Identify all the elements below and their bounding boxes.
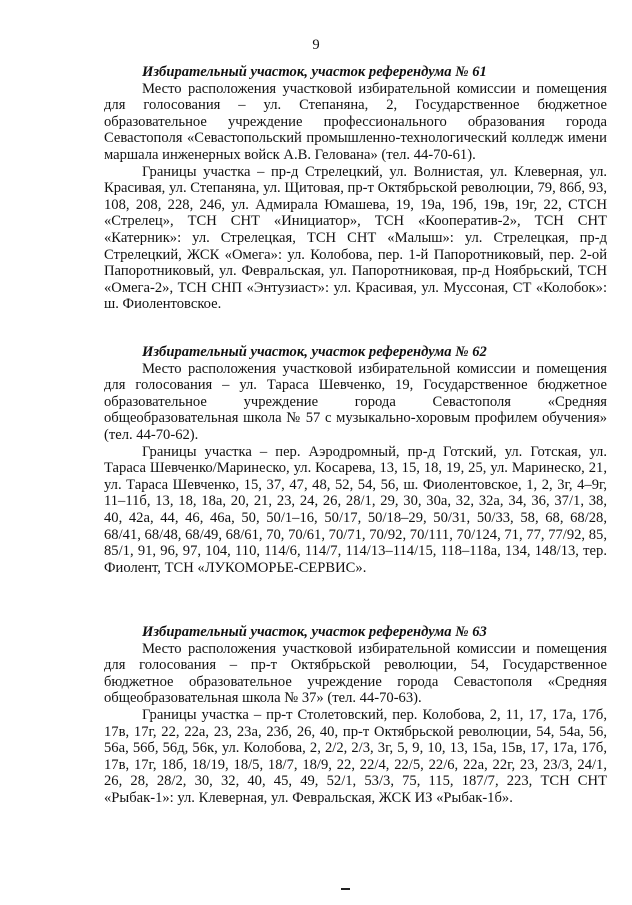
boundaries-paragraph: Границы участка – пер. Аэродромный, пр-д Готский, ул. Готская, ул. Тараса Шевченко/Маринеско, ул. Косарева, 13, 15, 18, 19, 25, ул. Маринеско, 21, ул. Тараса Шевченко, 15, 37, 47, 48, 52, 54, 56, ш. Фиолентовское, 1, 2, 3г, 4–9г, 11–11б, 13, 18, 18а, 20, 21, 23, 24, 26, 28/1, 29, 30, 30а, 32, 32а, 34, 36, 37/1, 38, 40, 42а, 44, 46, 46а, 50, 50/1–16, 50/17, 50/18–29, 50/31, 50/33, 58, 68, 68/28, 68/41, 68/48, 68/49, 68/61, 70, 70/61, 70/71, 70/92, 70/111, 70/124, 71, 77, 77/92, 85, 85/1, 91, 96, 97, 104, 110, 114/6, 114/7, 114/13–114/15, 118–118а, 134, 148/13, тер. Фиолент, ТСН «ЛУКОМОРЬЕ-СЕРВИС».	[104, 443, 607, 576]
location-paragraph: Место расположения участковой избирательной комиссии и помещения для голосования – ул. Степаняна, 2, Государственное бюджетное образовательное учреждение профессионального образования города Севастополя «Севастопольский промышленно-технологический колледж имени маршала инженерных войск А.В. Гелована» (тел. 44-70-61).	[104, 80, 607, 163]
bottom-mark	[341, 888, 350, 890]
section-polling-station-63	[104, 624, 607, 807]
page-number: 9	[312, 37, 320, 53]
section-heading: Избирательный участок, участок референдума № 61	[142, 64, 487, 80]
section-polling-station-61	[104, 64, 607, 313]
location-paragraph: Место расположения участковой избирательной комиссии и помещения для голосования – пр-т Октябрьской революции, 54, Государственное бюджетное образовательное учреждение города Севастополя «Средняя общеобразовательная школа № 37» (тел. 44-70-63).	[104, 640, 607, 707]
section-polling-station-62	[104, 344, 607, 576]
section-heading: Избирательный участок, участок референдума № 62	[142, 344, 487, 360]
boundaries-paragraph: Границы участка – пр-д Стрелецкий, ул. Волнистая, ул. Клеверная, ул. Красивая, ул. Степаняна, ул. Щитовая, пр-т Октябрьской революции, 79, 86б, 93, 108, 208, 228, 246, ул. Адмирала Юмашева, 19, 19а, 19б, 19в, 19г, 22, СТСН «Стрелец», ТСН СНТ «Инициатор», ТСН «Кооператив-2», ТСН СНТ «Катерник»: ул. Стрелецкая, ТСН СНТ «Малыш»: ул. Стрелецкая, пр-д Стрелецкий, ЖСК «Омега»: ул. Колобова, пер. 1-й Папоротниковый, пер. 2-ой Папоротниковый, ул. Февральская, ул. Папоротниковая, пр-д Ноябрьский, ТСН «Омега-2», ТСН СНП «Энтузиаст»: ул. Красивая, ул. Муссоная, СТ «Колобок»: ш. Фиолентовское.	[104, 163, 607, 313]
location-paragraph: Место расположения участковой избирательной комиссии и помещения для голосования – ул. Тараса Шевченко, 19, Государственное бюджетное образовательное учреждение города Севастополя «Средняя общеобразовательная школа № 57 с музыкально-хоровым профилем обучения» (тел. 44-70-62).	[104, 360, 607, 443]
section-heading: Избирательный участок, участок референдума № 63	[142, 624, 487, 640]
boundaries-paragraph: Границы участка – пр-т Столетовский, пер. Колобова, 2, 11, 17, 17а, 17б, 17в, 17г, 22, 22а, 23, 23а, 23б, 26, 40, пр-т Октябрьской революции, 54, 54а, 56, 56а, 56б, 56д, 56к, ул. Колобова, 2, 2/2, 2/3, 3г, 5, 9, 10, 13, 15а, 15в, 17, 17а, 17б, 17в, 17г, 18б, 18/19, 18/5, 18/7, 18/9, 22, 22/4, 22/5, 22/6, 22а, 22г, 23, 23/3, 24/1, 26, 28, 28/2, 30, 32, 40, 45, 49, 52/1, 53/3, 75, 115, 187/7, 223, ТСН СНТ «Рыбак-1»: ул. Клеверная, ул. Февральская, ЖСК ИЗ «Рыбак-1б».	[104, 706, 607, 806]
